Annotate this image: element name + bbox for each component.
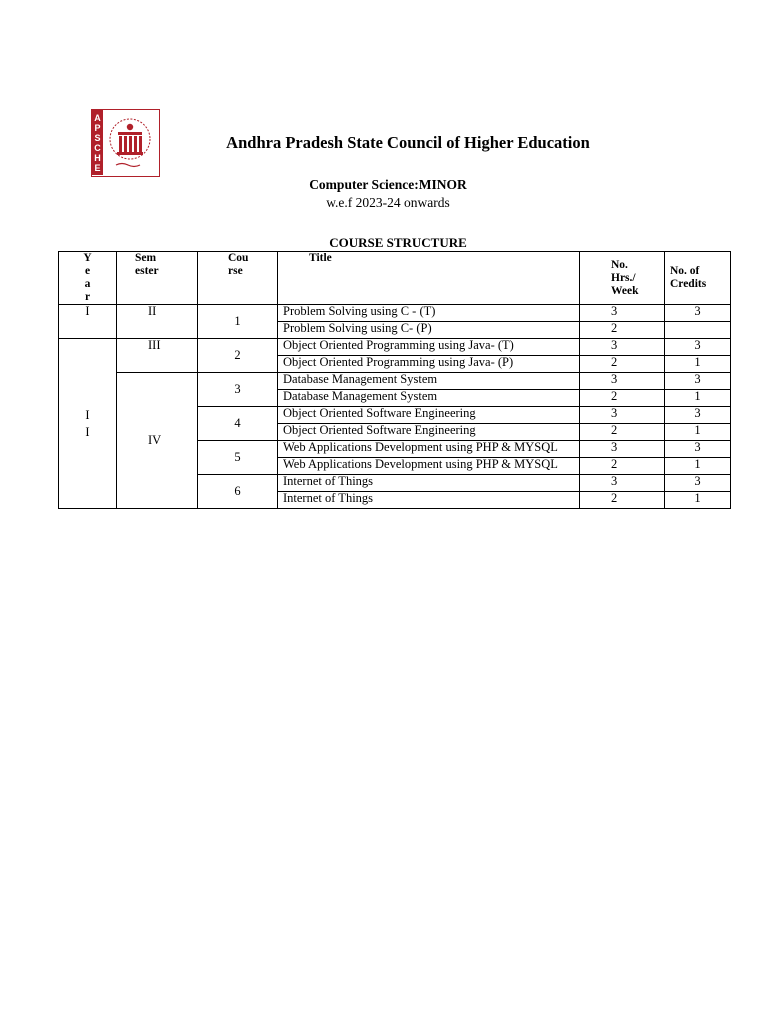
- header-semester-line1: Sem: [135, 252, 157, 264]
- course-title: Internet of Things: [278, 475, 580, 492]
- course-title: Web Applications Development using PHP & MYSQL: [278, 458, 580, 475]
- year-two-text: I I: [85, 407, 90, 439]
- course-title: Object Oriented Programming using Java- (T): [278, 339, 580, 356]
- hours-cell: 2: [580, 356, 665, 373]
- header-semester-line2: ester: [135, 265, 159, 277]
- credits-cell: 1: [665, 492, 731, 509]
- header-title: [278, 252, 580, 305]
- hours-cell: 3: [580, 441, 665, 458]
- course-title: Problem Solving using C - (T): [278, 305, 580, 322]
- hours-cell: 2: [580, 492, 665, 509]
- hours-cell: 2: [580, 458, 665, 475]
- credits-cell: 1: [665, 356, 731, 373]
- semester-cell: II: [117, 305, 198, 339]
- course-title: Database Management System: [278, 390, 580, 407]
- header-course-line1: Cou: [228, 252, 249, 264]
- credits-cell: 1: [665, 424, 731, 441]
- year-cell: [59, 339, 117, 509]
- header-hours: [580, 252, 665, 305]
- section-title: COURSE STRUCTURE: [329, 235, 467, 250]
- course-cell: 5: [198, 441, 278, 475]
- hours-cell: 2: [580, 322, 665, 339]
- svg-text:C: C: [94, 143, 101, 153]
- table-row: [59, 339, 731, 356]
- effective-date: w.e.f 2023-24 onwards: [326, 195, 450, 210]
- table-row: [59, 373, 731, 390]
- header-hours-line3: Week: [611, 284, 639, 297]
- course-title: Web Applications Development using PHP & MYSQL: [278, 441, 580, 458]
- hours-cell: 3: [580, 305, 665, 322]
- header-credits-line2: Credits: [670, 278, 707, 290]
- document-subtitle: Computer Science:MINOR: [309, 177, 467, 192]
- credits-cell: 1: [665, 458, 731, 475]
- credits-cell: 3: [665, 441, 731, 458]
- credits-cell: 3: [665, 339, 731, 356]
- course-cell: 6: [198, 475, 278, 509]
- credits-cell: 1: [665, 390, 731, 407]
- course-cell: 3: [198, 373, 278, 407]
- svg-text:P: P: [94, 123, 101, 133]
- course-cell: 4: [198, 407, 278, 441]
- credits-cell: 3: [665, 407, 731, 424]
- svg-text:S: S: [94, 133, 101, 143]
- svg-text:A: A: [94, 113, 101, 123]
- header-credits-line1: No. of: [670, 265, 700, 277]
- table-row: [59, 305, 731, 322]
- hours-cell: 3: [580, 475, 665, 492]
- svg-text:E: E: [94, 163, 101, 173]
- course-title: Object Oriented Software Engineering: [278, 424, 580, 441]
- credits-cell: [665, 322, 731, 339]
- semester-cell: III: [117, 339, 198, 373]
- header-title-text: Title: [309, 252, 332, 264]
- hours-cell: 2: [580, 424, 665, 441]
- header-year: [59, 252, 117, 305]
- course-title: Object Oriented Programming using Java- (P): [278, 356, 580, 373]
- course-title: Internet of Things: [278, 492, 580, 509]
- header-course-line2: rse: [228, 265, 243, 277]
- header-hours-line2: Hrs./: [611, 271, 636, 284]
- course-structure-table: [58, 251, 731, 509]
- page-title: Andhra Pradesh State Council of Higher Education: [226, 133, 590, 152]
- year-cell: I: [59, 305, 117, 339]
- credits-cell: 3: [665, 305, 731, 322]
- header-credits: [665, 252, 731, 305]
- course-title: Database Management System: [278, 373, 580, 390]
- hours-cell: 3: [580, 407, 665, 424]
- header-hours-line1: No.: [611, 258, 628, 271]
- header-course: [198, 252, 278, 305]
- course-title: Object Oriented Software Engineering: [278, 407, 580, 424]
- svg-text:H: H: [94, 153, 101, 163]
- credits-cell: 3: [665, 475, 731, 492]
- header-semester: [117, 252, 198, 305]
- hours-cell: 3: [580, 339, 665, 356]
- course-cell: 1: [198, 305, 278, 339]
- course-cell: 2: [198, 339, 278, 373]
- hours-cell: 2: [580, 390, 665, 407]
- table-header-row: [59, 252, 731, 305]
- credits-cell: 3: [665, 373, 731, 390]
- hours-cell: 3: [580, 373, 665, 390]
- course-title: Problem Solving using C- (P): [278, 322, 580, 339]
- semester-cell: IV: [117, 373, 198, 509]
- header-year-text: Y e a r: [83, 252, 92, 303]
